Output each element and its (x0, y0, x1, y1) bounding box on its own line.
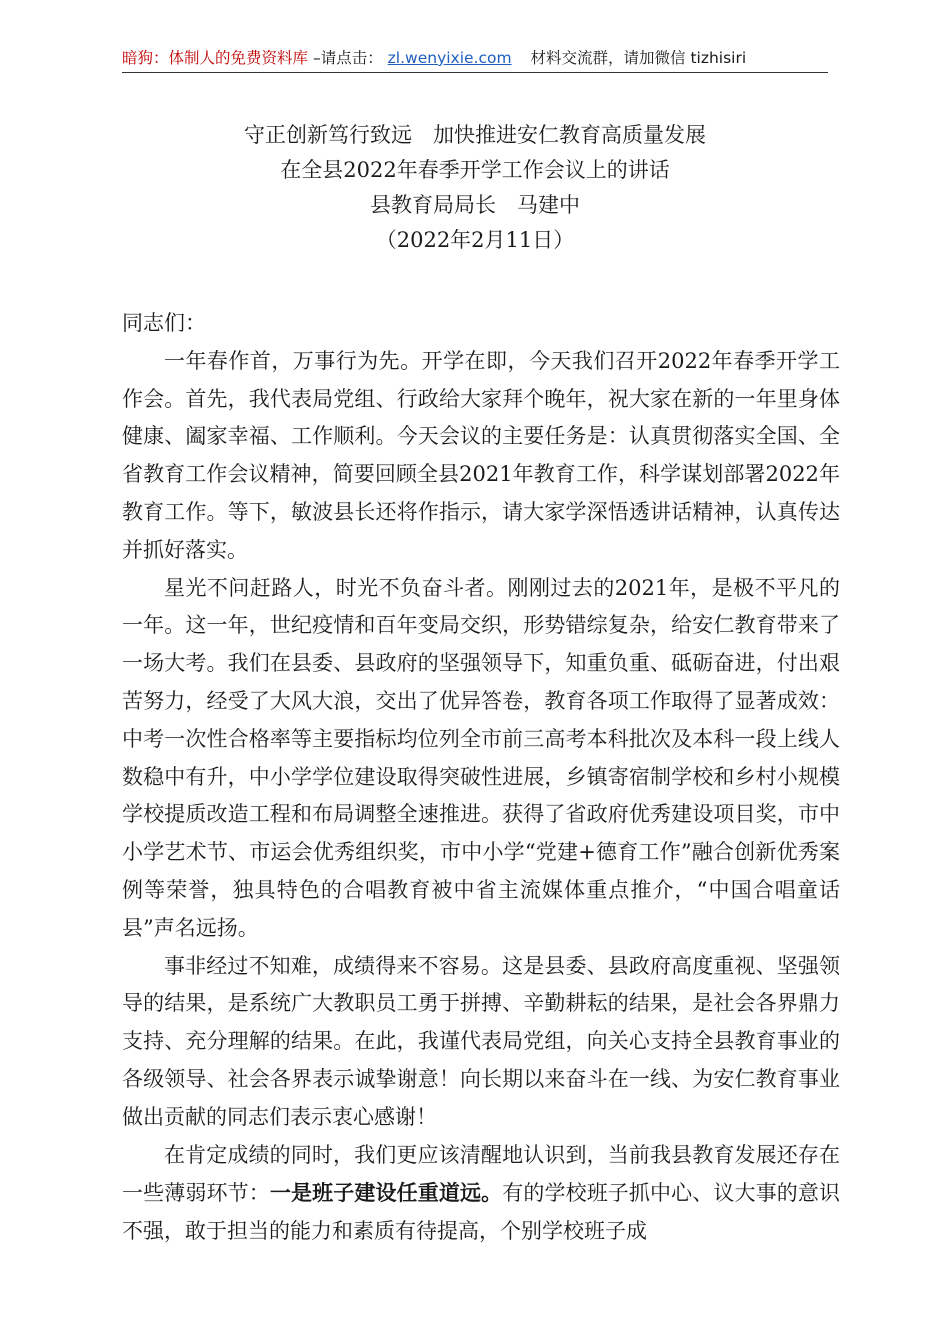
paragraph-2: 星光不问赶路人，时光不负奋斗者。刚刚过去的2021年，是极不平凡的一年。这一年，世纪疫情和百年变局交织，形势错综复杂，给安仁教育带来了一场大考。我们在县委、县政府的坚强领导下，知重负重、砥砺奋进，付出艰苦努力，经受了大风大浪，交出了优异答卷，教育各项工作取得了显著成效：中考一次性合格率等主要指标均位列全市前三高考本科批次及本科一段上线人数稳中有升，中小学学位建设取得突破性进展，乡镇寄宿制学校和乡村小规模学校提质改造工程和布局调整全速推进。获得了省政府优秀建设项目奖，市中小学艺术节、市运会优秀组织奖，市中小学“党建+德育工作”融合创新优秀案例等荣誉，独具特色的合唱教育被中省主流媒体重点推介，“中国合唱童话县”声名远扬。 (122, 575, 840, 940)
header-url-link[interactable]: zl.wenyixie.com (387, 49, 512, 67)
speech-body (122, 305, 840, 1251)
paragraph-4-lead: 在肯定成绩的同时，我们更应该清醒地认识到，当前我县教育发展还存在一些薄弱环节： (122, 1142, 840, 1206)
paragraph-1: 一年春作首，万事行为先。开学在即，今天我们召开2022年春季开学工作会。首先，我代表局党组、行政给大家拜个晚年，祝大家在新的一年里身体健康、阖家幸福、工作顺利。今天会议的主要任务是：认真贯彻落实全国、全省教育工作会议精神，简要回顾全县2021年教育工作，科学谋划部署2022年教育工作。等下，敏波县长还将作指示，请大家学深悟透讲话精神，认真传达并抓好落实。 (122, 348, 840, 562)
speech-subtitle: 在全县2022年春季开学工作会议上的讲话 (280, 158, 670, 182)
paragraph-4-rest: 有的学校班子抓中心、议大事的意识不强，敢于担当的能力和素质有待提高，个别学校班子成 (122, 1181, 841, 1244)
header-wechat-note: 材料交流群，请加微信 tizhisiri (530, 49, 747, 67)
paragraph-4 (122, 1137, 840, 1251)
paragraph-3: 事非经过不知难，成绩得来不容易。这是县委、县政府高度重视、坚强领导的结果，是系统广大教职员工勇于拼搏、辛勤耕耘的结果，是社会各界鼎力支持、充分理解的结果。在此，我谨代表局党组，向关心支持全县教育事业的各级领导、社会各界表示诚挚谢意！向长期以来奋斗在一线、为安仁教育事业做出贡献的同志们表示衷心感谢！ (122, 953, 840, 1129)
page-header (122, 44, 828, 72)
header-divider (122, 72, 828, 73)
header-click-prompt: –请点击： (312, 49, 383, 67)
speech-title: 守正创新笃行致远 加快推进安仁教育高质量发展 (244, 123, 706, 147)
speaker-line: 县教育局局长 马建中 (370, 193, 580, 217)
greeting: 同志们： (122, 311, 206, 335)
paragraph-4-bold-point: 一是班子建设任重道远。 (269, 1180, 503, 1206)
speech-title-block (122, 118, 828, 258)
header-promo: 暗狗：体制人的免费资料库 (122, 49, 309, 67)
speech-date: （2022年2月11日） (375, 228, 575, 252)
